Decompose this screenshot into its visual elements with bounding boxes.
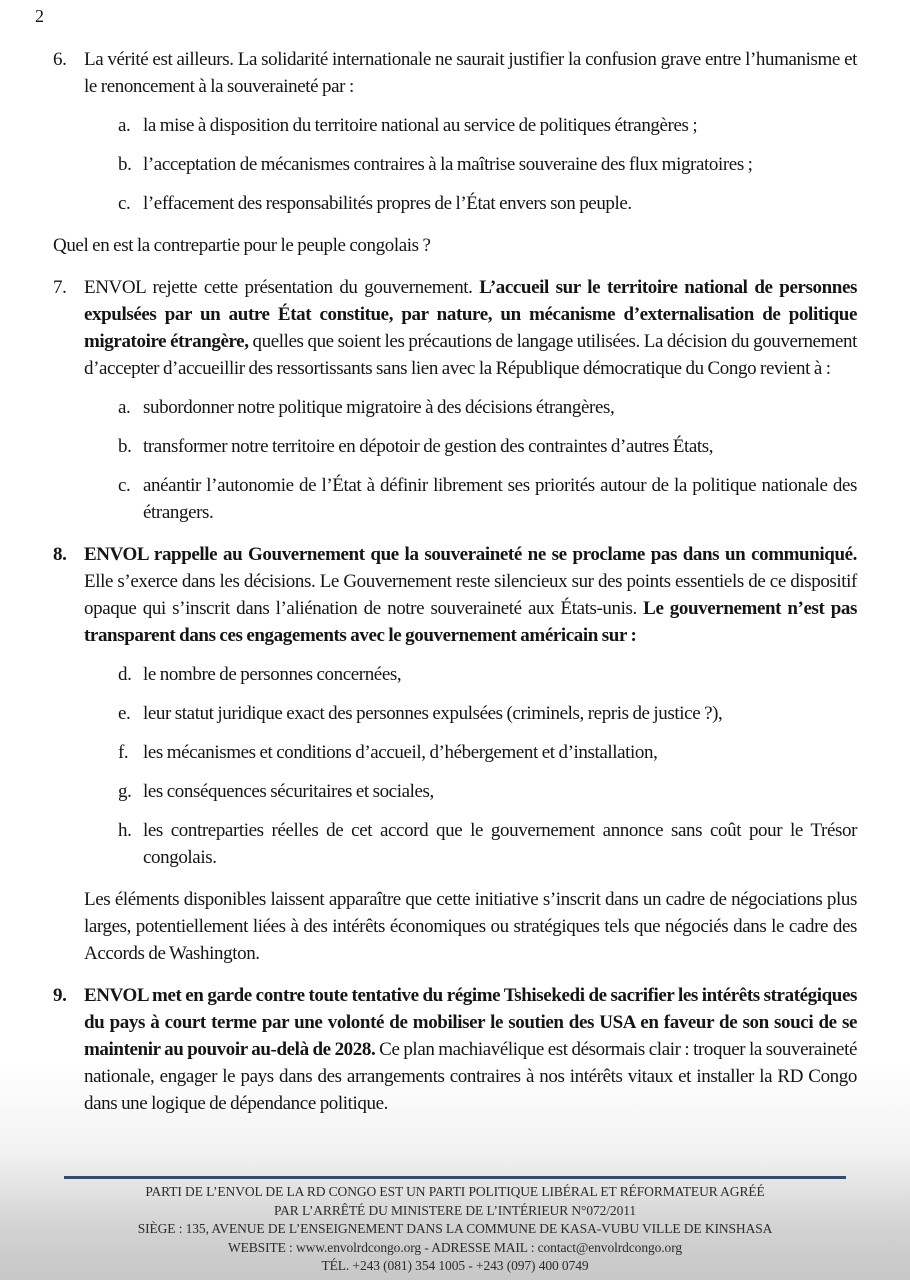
item-8h-letter: h.	[118, 820, 132, 841]
lettered-item-7b	[118, 433, 857, 460]
document-body	[53, 46, 857, 1117]
item-8d-letter: d.	[118, 664, 132, 685]
item-7a-text: subordonner notre politique migratoire à des décisions étrangères,	[143, 397, 615, 418]
item-8d-text: le nombre de personnes concernées,	[143, 664, 402, 685]
footer-rule	[64, 1176, 846, 1179]
lettered-item-8d	[118, 661, 857, 688]
lettered-item-7c	[118, 472, 857, 526]
numbered-item-6	[53, 46, 857, 100]
numbered-item-9	[53, 982, 857, 1117]
question-paragraph: Quel en est la contrepartie pour le peuple congolais ?	[53, 235, 431, 256]
lettered-item-8h	[118, 817, 857, 871]
item-7c-text: anéantir l’autonomie de l’État à définir librement ses priorités autour de la politique nationale des étrangers.	[143, 475, 857, 523]
item-7b-letter: b.	[118, 436, 132, 457]
item-8-number: 8.	[53, 544, 67, 565]
item-6c-letter: c.	[118, 193, 131, 214]
item-7-number: 7.	[53, 277, 67, 298]
item-9-number: 9.	[53, 985, 67, 1006]
item-6c-text: l’effacement des responsabilités propres de l’État envers son peuple.	[143, 193, 632, 214]
lettered-item-6b	[118, 151, 857, 178]
item-6-text: La vérité est ailleurs. La solidarité internationale ne saurait justifier la confusion grave entre l’humanisme et le renoncement à la souveraineté par :	[84, 49, 857, 97]
lettered-item-6a	[118, 112, 857, 139]
item-7-text: ENVOL rejette cette présentation du gouvernement. L’accueil sur le territoire national de personnes expulsées par un autre État constitue, par nature, un mécanisme d’externalisation de politique migratoire étrangère, quelles que soient les précautions de langage utilisées. La décision du gouvernement d’accepter d’accueillir des ressortissants sans lien avec la République démocratique du Congo revient à :	[84, 277, 857, 379]
lettered-item-7a	[118, 394, 857, 421]
item-8h-text: les contreparties réelles de cet accord que le gouvernement annonce sans coût pour le Trésor congolais.	[143, 820, 857, 868]
item-8e-text: leur statut juridique exact des personnes expulsées (criminels, repris de justice ?),	[143, 703, 723, 724]
item-8e-letter: e.	[118, 703, 131, 724]
item-8g-text: les conséquences sécuritaires et sociales,	[143, 781, 434, 802]
item-8g-letter: g.	[118, 781, 132, 802]
item-6a-letter: a.	[118, 115, 131, 136]
closing-paragraph: Les éléments disponibles laissent apparaître que cette initiative s’inscrit dans un cadre de négociations plus larges, potentiellement liées à des intérêts économiques ou stratégiques tels que négociés dans le cadre des Accords de Washington.	[84, 889, 857, 964]
lettered-item-6c	[118, 190, 857, 217]
item-7c-letter: c.	[118, 475, 131, 496]
footer-line-website-email: WEBSITE : www.envolrdcongo.org - ADRESSE MAIL : contact@envolrdcongo.org	[227, 1239, 683, 1255]
footer-line-phone: TÉL. +243 (081) 354 1005 - +243 (097) 400 0749	[321, 1258, 589, 1274]
numbered-item-7	[53, 274, 857, 382]
lettered-item-8f	[118, 739, 857, 766]
item-8-text: ENVOL rappelle au Gouvernement que la souveraineté ne se proclame pas dans un communiqué. Elle s’exerce dans les décisions. Le Gouvernement reste silencieux sur des points essentiels de ce dispositif opaque qui s’inscrit dans l’aliénation de notre souveraineté aux États-unis. Le gouvernement n’est pas transparent dans ces engagements avec le gouvernement américain sur :	[84, 544, 858, 646]
numbered-item-8	[53, 541, 857, 649]
footer	[0, 1183, 910, 1276]
page-number: 2	[35, 6, 44, 26]
item-6b-letter: b.	[118, 154, 132, 175]
item-8f-text: les mécanismes et conditions d’accueil, d’hébergement et d’installation,	[143, 742, 658, 763]
item-6a-text: la mise à disposition du territoire national au service de politiques étrangères ;	[143, 115, 698, 136]
item-7b-text: transformer notre territoire en dépotoir de gestion des contraintes d’autres États,	[143, 436, 714, 457]
item-6-number: 6.	[53, 49, 67, 70]
item-9-text: ENVOL met en garde contre toute tentative du régime Tshisekedi de sacrifier les intérêts stratégiques du pays à court terme par une volonté de mobiliser le soutien des USA en faveur de son souci de se maintenir au pouvoir au-delà de 2028. Ce plan machiavélique est désormais clair : troquer la souveraineté nationale, engager le pays dans des arrangements contraires à nos intérêts vitaux et installer la RD Congo dans une logique de dépendance politique.	[84, 985, 858, 1114]
lettered-item-8g	[118, 778, 857, 805]
lettered-item-8e	[118, 700, 857, 727]
item-6b-text: l’acceptation de mécanismes contraires à la maîtrise souveraine des flux migratoires ;	[143, 154, 753, 175]
footer-line-decree: PAR L’ARRÊTÉ DU MINISTERE DE L’INTÉRIEUR N°072/2011	[273, 1202, 637, 1218]
footer-line-address: SIÈGE : 135, AVENUE DE L’ENSEIGNEMENT DANS LA COMMUNE DE KASA-VUBU VILLE DE KINSHASA	[137, 1221, 773, 1237]
item-8f-letter: f.	[118, 742, 129, 763]
item-7a-letter: a.	[118, 397, 131, 418]
footer-line-party: PARTI DE L’ENVOL DE LA RD CONGO EST UN PARTI POLITIQUE LIBÉRAL ET RÉFORMATEUR AGRÉÉ	[145, 1184, 765, 1199]
